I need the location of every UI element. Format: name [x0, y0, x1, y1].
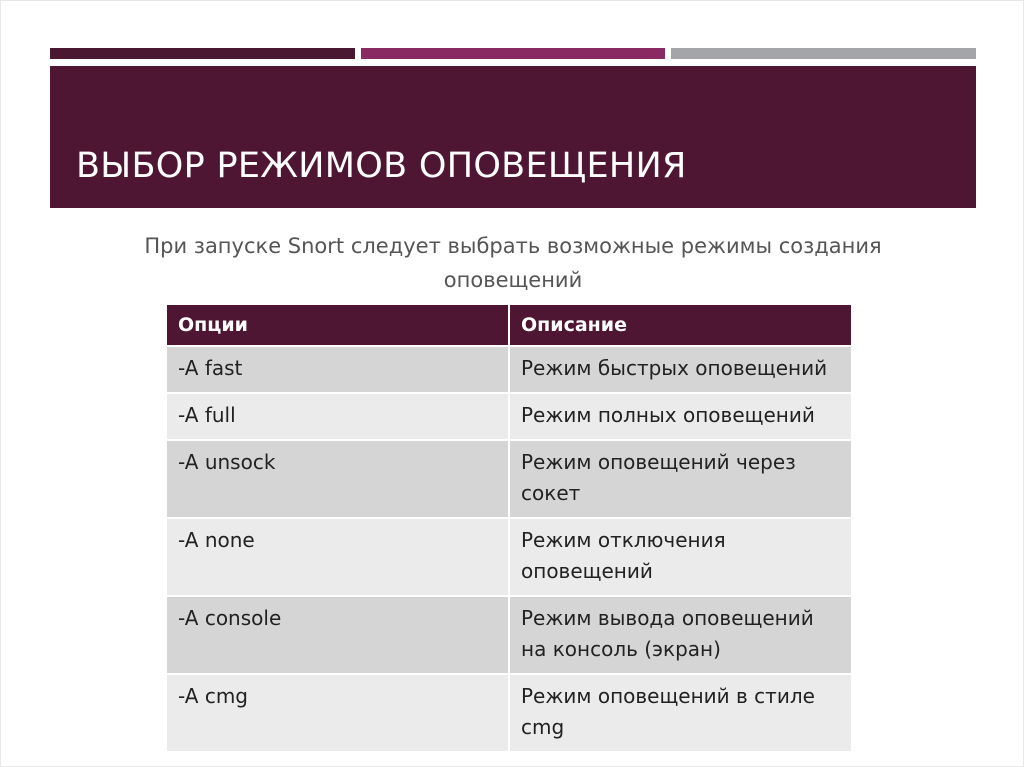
description-cell: Режим полных оповещений: [509, 393, 852, 440]
top-stripe-magenta: [361, 48, 665, 59]
option-cell: -A none: [166, 518, 509, 596]
header-options: Опции: [166, 304, 509, 346]
table-row: [166, 346, 852, 393]
description-cell: Режим оповещений в стиле cmg: [509, 674, 852, 752]
table-row: [166, 393, 852, 440]
option-cell: -A fast: [166, 346, 509, 393]
alert-modes-table: [165, 303, 853, 753]
option-cell: -A full: [166, 393, 509, 440]
slide-subtitle: [61, 229, 965, 297]
subtitle-line-2: оповещений: [443, 268, 583, 292]
table-header-row: [166, 304, 852, 346]
subtitle-line-1: При запуске Snort следует выбрать возможные режимы создания: [144, 234, 882, 258]
description-cell: Режим быстрых оповещений: [509, 346, 852, 393]
description-cell: Режим оповещений через сокет: [509, 440, 852, 518]
title-banner: [50, 66, 976, 208]
top-stripe-gray: [671, 48, 976, 59]
table-row: [166, 596, 852, 674]
table-row: [166, 440, 852, 518]
top-stripe-plum: [50, 48, 355, 59]
option-cell: -A console: [166, 596, 509, 674]
table-row: [166, 518, 852, 596]
option-cell: -A unsock: [166, 440, 509, 518]
header-description: Описание: [509, 304, 852, 346]
slide-title: ВЫБОР РЕЖИМОВ ОПОВЕЩЕНИЯ: [76, 146, 687, 186]
description-cell: Режим вывода оповещений на консоль (экран): [509, 596, 852, 674]
option-cell: -A cmg: [166, 674, 509, 752]
table-row: [166, 674, 852, 752]
description-cell: Режим отключения оповещений: [509, 518, 852, 596]
